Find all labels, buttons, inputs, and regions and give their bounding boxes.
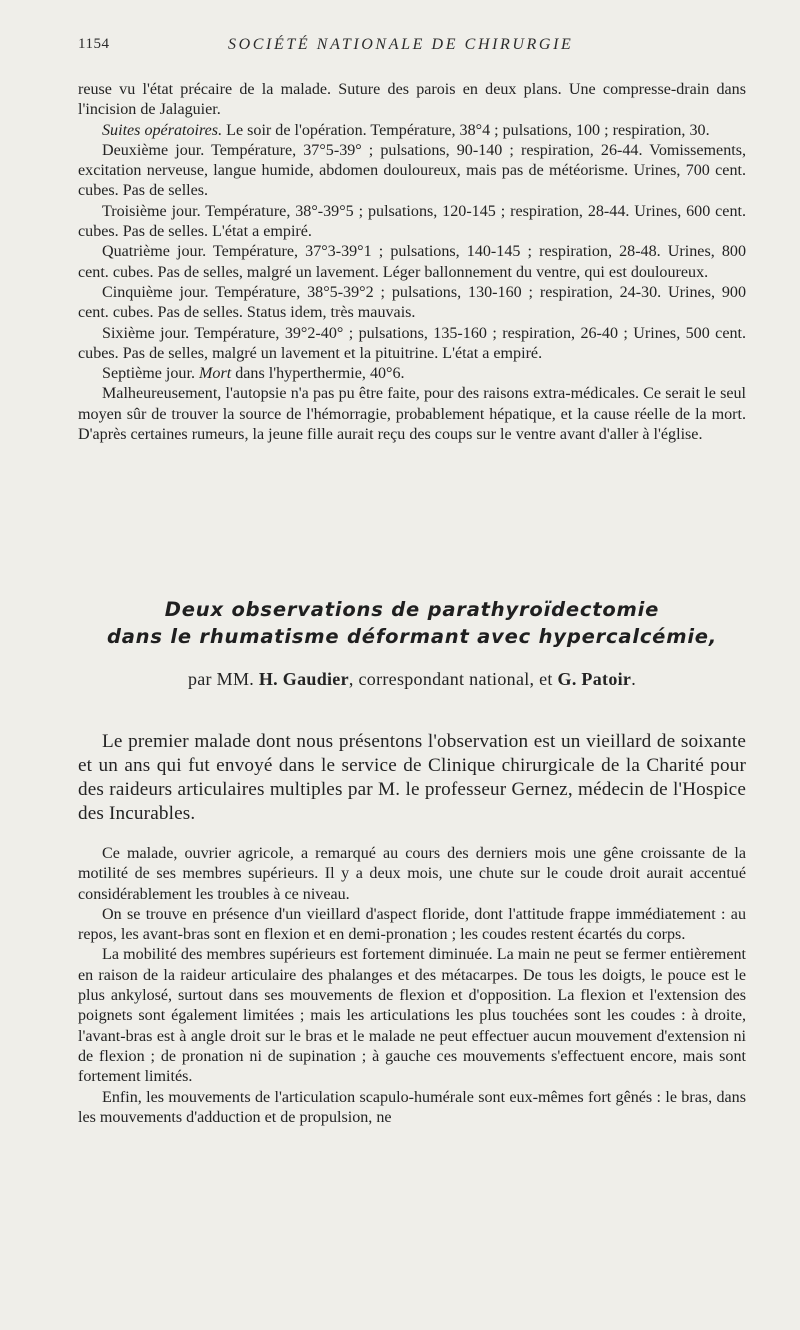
day-4-paragraph: Quatrième jour. Température, 37°3-39°1 ; pulsations, 140-145 ; respiration, 28-48. Urines, 800 cent. cubes. Pas de selles, malgré un lavement. Léger ballonnement du ventre, qui est douloureux.: [78, 243, 746, 281]
day-2-paragraph: Deuxième jour. Température, 37°5-39° ; pulsations, 90-140 ; respiration, 26-44. Vomissements, excitation nerveuse, langue humide, abdomen douloureux, mais pas de météorisme. Urines, 700 cent. cubes. Pas de selles.: [78, 141, 746, 200]
day-3-paragraph: Troisième jour. Température, 38°-39°5 ; pulsations, 120-145 ; respiration, 28-44. Urines, 600 cent. cubes. Pas de selles. L'état a empiré.: [78, 202, 746, 241]
article-title: [78, 596, 746, 650]
article-title-line-2: dans le rhumatisme déformant avec hypercalcémie,: [106, 625, 718, 648]
day-5-paragraph: Cinquième jour. Température, 38°5-39°2 ; pulsations, 130-160 ; respiration, 24-30. Urines, 900 cent. cubes. Pas de selles. Status idem, très mauvais.: [78, 283, 746, 322]
observation-paragraph-history: Ce malade, ouvrier agricole, a remarqué au cours des derniers mois une gêne croissante de la motilité de ses membres supérieurs. Il y a deux mois, une chute sur le coude droit aurait accentué considérablement les troubles à ce niveau.: [78, 845, 746, 903]
observation-text: [78, 844, 746, 1128]
postoperative-text: Le soir de l'opération. Température, 38°4 ; pulsations, 100 ; respiration, 30.: [222, 121, 710, 139]
article-title-line-1: Deux observations de parathyroïdectomie: [164, 598, 660, 621]
page-number: 1154: [78, 36, 110, 52]
byline-prefix: par MM.: [187, 669, 259, 689]
observation-paragraph-shoulder: Enfin, les mouvements de l'articulation scapulo-humérale sont eux-mêmes fort gênés : le bras, dans les mouvements d'adduction et de propulsion, ne: [78, 1088, 746, 1126]
day-7-suffix: dans l'hyperthermie, 40°6.: [231, 365, 405, 383]
author-patoir: G. Patoir: [557, 669, 632, 689]
postoperative-paragraph: [78, 121, 746, 141]
running-head: [78, 36, 746, 58]
day-7-prefix: Septième jour.: [102, 365, 199, 383]
case-report-continuation: [78, 80, 746, 445]
journal-title: SOCIÉTÉ NATIONALE DE CHIRURGIE: [228, 36, 574, 53]
section-label: Suites opératoires.: [102, 121, 223, 139]
death-word: Mort: [199, 365, 232, 383]
author-gaudier: H. Gaudier: [258, 669, 349, 689]
day-7-paragraph: [78, 364, 746, 384]
autopsy-paragraph: Malheureusement, l'autopsie n'a pas pu être faite, pour des raisons extra-médicales. Ce serait le seul moyen sûr de trouver la source de l'hémorragie, probablement hépatique, et la cause réelle de la mort. D'après certaines rumeurs, la jeune fille aurait reçu des coups sur le ventre avant d'aller à l'église.: [78, 385, 746, 444]
case-paragraph: reuse vu l'état précaire de la malade. Suture des parois en deux plans. Une compresse-drain dans l'incision de Jalaguier.: [78, 81, 746, 119]
observation-paragraph-attitude: On se trouve en présence d'un vieillard d'aspect floride, dont l'attitude frappe immédiatement : au repos, les avant-bras sont en flexion et en demi-pronation ; les coudes restent écartés du corps.: [78, 905, 746, 944]
observation-paragraph-mobility: La mobilité des membres supérieurs est fortement diminuée. La main ne peut se fermer entièrement en raison de la raideur articulaire des phalanges et des métacarpes. De tous les doigts, le pouce est le plus ankylosé, surtout dans ses mouvements de flexion et d'opposition. La flexion et l'extension des poignets sont également limitées ; mais les articulations les plus touchées sont les coudes : à droite, l'avant-bras est à angle droit sur le bras et le malade ne peut effectuer aucun mouvement d'extension ni de flexion ; de pronation ni de supination ; à gauche ces mouvements s'effectuent encore, mais sont fortement limités.: [78, 946, 746, 1086]
day-6-paragraph: Sixième jour. Température, 39°2-40° ; pulsations, 135-160 ; respiration, 26-40 ; Urines, 500 cent. cubes. Pas de selles, malgré un lavement et la pituitrine. L'état a empiré.: [78, 324, 746, 362]
intro-paragraph: Le premier malade dont nous présentons l'observation est un vieillard de soixante et un ans qui fut envoyé dans le service de Clinique chirurgicale de la Charité pour des raideurs articulaires multiples par M. le professeur Gernez, médecin de l'Hospice des Incurables.: [78, 731, 746, 824]
byline-suffix: .: [631, 669, 637, 689]
byline-middle: , correspondant national, et: [348, 669, 558, 689]
byline: [78, 668, 746, 690]
article-introduction: [78, 730, 746, 826]
